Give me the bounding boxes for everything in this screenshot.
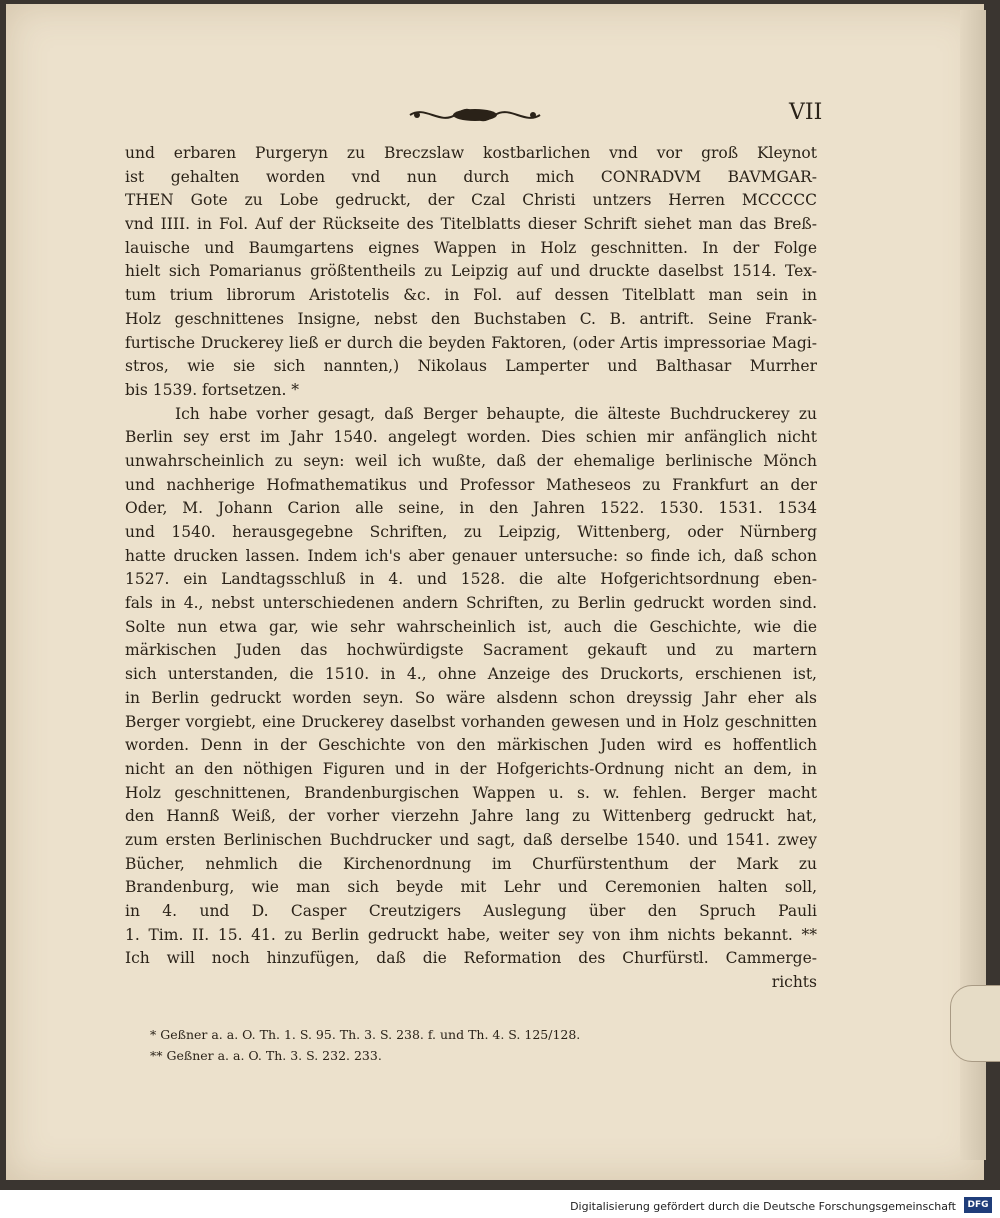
text-line: bis 1539. fortsetzen. *: [125, 380, 300, 399]
text-line: und nachherige Hofmathematikus und Professor Matheseos zu Frankfurt an der: [125, 475, 817, 494]
text-line: tum trium librorum Aristotelis &c. in Fol. auf dessen Titelblatt man sein in: [125, 286, 817, 305]
page-number: VII: [789, 100, 823, 125]
text-line: Ich will noch hinzufügen, daß die Reformation des Churfürstl. Cammerge-: [125, 949, 817, 968]
footnote: ** Geßner a. a. O. Th. 3. S. 232. 233.: [150, 1048, 382, 1063]
text-line: in 4. und D. Casper Creutzigers Auslegung über den Spruch Pauli: [125, 902, 817, 920]
text-line: unwahrscheinlich zu seyn: weil ich wußte, daß der ehemalige berlinische Mönch: [125, 451, 817, 470]
text-line: Ich habe vorher gesagt, daß Berger behaupte, die älteste Buchdruckerey zu: [175, 404, 817, 423]
text-line: den Hannß Weiß, der vorher vierzehn Jahre lang zu Wittenberg gedruckt hat,: [125, 807, 817, 826]
footnote: * Geßner a. a. O. Th. 1. S. 95. Th. 3. S. 238. f. und Th. 4. S. 125/128.: [150, 1027, 581, 1042]
text-line: in Berlin gedruckt worden seyn. So wäre alsdenn schon dreyssig Jahr eher als: [125, 688, 817, 707]
text-line: Brandenburg, wie man sich beyde mit Lehr und Ceremonien halten soll,: [125, 878, 817, 897]
text-line: Berger vorgiebt, eine Druckerey daselbst vorhanden gewesen und in Holz geschnitten: [125, 712, 817, 731]
text-line: lauische und Baumgartens eignes Wappen in Holz geschnitten. In der Folge: [125, 238, 817, 257]
text-line: hielt sich Pomarianus größtentheils zu Leipzig auf und druckte daselbst 1514. Tex-: [125, 262, 817, 281]
body-text: [125, 142, 817, 995]
text-line: hatte drucken lassen. Indem ich's aber genauer untersuche: so finde ich, daß schon: [125, 546, 817, 565]
text-line: und erbaren Purgeryn zu Breczslaw kostbarlichen vnd vor groß Kleynot: [125, 144, 817, 162]
text-line: sich unterstanden, die 1510. in 4., ohne Anzeige des Druckorts, erschienen ist,: [125, 665, 817, 684]
footnotes: [150, 1024, 790, 1066]
catchword: richts: [771, 973, 817, 992]
text-line: vnd IIII. in Fol. Auf der Rückseite des Titelblatts dieser Schrift siehet man das Breß-: [125, 215, 817, 234]
ornament-icon: [405, 103, 545, 127]
text-line: Berlin sey erst im Jahr 1540. angelegt worden. Dies schien mir anfänglich nicht: [125, 428, 817, 447]
text-line: ist gehalten worden vnd nun durch mich CONRADVM BAVMGAR-: [125, 167, 817, 186]
text-line: Oder, M. Johann Carion alle seine, in den Jahren 1522. 1530. 1531. 1534: [125, 499, 817, 518]
text-line: zum ersten Berlinischen Buchdrucker und sagt, daß derselbe 1540. und 1541. zwey: [125, 830, 817, 849]
text-line: Holz geschnittenes Insigne, nebst den Buchstaben C. B. antrift. Seine Frank-: [125, 309, 817, 328]
text-line: Bücher, nehmlich die Kirchenordnung im Churfürstenthum der Mark zu: [125, 854, 817, 873]
page-tab: [950, 985, 1000, 1062]
text-line: worden. Denn in der Geschichte von den märkischen Juden wird es hoffentlich: [125, 736, 817, 755]
dfg-logo-icon: DFG: [964, 1197, 992, 1213]
text-line: stros, wie sie sich nannten,) Nikolaus Lamperter und Balthasar Murrher: [125, 357, 817, 376]
text-line: Holz geschnittenen, Brandenburgischen Wappen u. s. w. fehlen. Berger macht: [125, 783, 817, 802]
text-line: nicht an den nöthigen Figuren und in der Hofgerichts-Ordnung nicht an dem, in: [125, 759, 817, 778]
text-line: THEN Gote zu Lobe gedruckt, der Czal Christi untzers Herren MCCCCC: [125, 191, 817, 210]
dfg-credit: Digitalisierung gefördert durch die Deutsche Forschungsgemeinschaft: [570, 1200, 956, 1213]
text-line: märkischen Juden das hochwürdigste Sacrament gekauft und zu martern: [125, 641, 817, 660]
text-line: fals in 4., nebst unterschiedenen andern Schriften, zu Berlin gedruckt worden sind.: [125, 594, 817, 613]
text-line: furtische Druckerey ließ er durch die beyden Faktoren, (oder Artis impressoriae Magi-: [125, 333, 817, 352]
text-line: 1527. ein Landtagsschluß in 4. und 1528. die alte Hofgerichtsordnung eben-: [125, 570, 817, 589]
text-line: 1. Tim. II. 15. 41. zu Berlin gedruckt habe, weiter sey von ihm nichts bekannt. **: [125, 925, 817, 944]
text-line: Solte nun etwa gar, wie sehr wahrscheinlich ist, auch die Geschichte, wie die: [125, 617, 817, 636]
text-line: und 1540. herausgegebne Schriften, zu Leipzig, Wittenberg, oder Nürnberg: [125, 523, 817, 541]
